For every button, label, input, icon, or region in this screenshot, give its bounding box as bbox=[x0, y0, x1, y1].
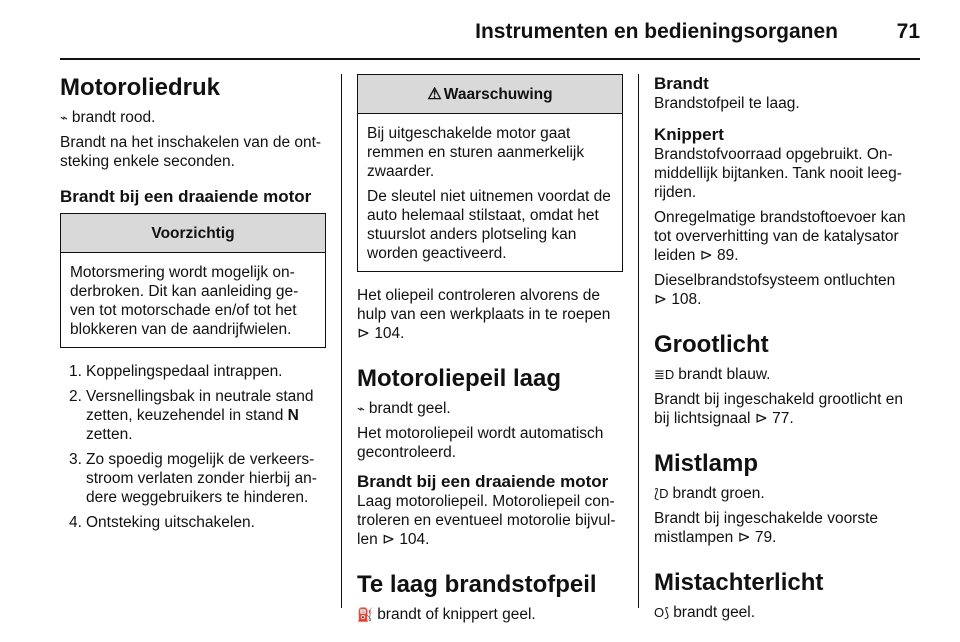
header-rule bbox=[60, 58, 920, 60]
list-item: 2. Versnellingsbak in neutrale stand zetten, keuzehendel in stand N zetten. bbox=[69, 388, 314, 443]
warning-box bbox=[357, 74, 623, 272]
sub-heading: Knippert bbox=[654, 125, 724, 144]
status-line: ⟅D brandt groen. bbox=[654, 485, 765, 502]
section-title-mistachterlicht: Mistachterlicht bbox=[654, 569, 824, 596]
paragraph: Laag motoroliepeil. Motoroliepeil con-troleren en eventueel motorolie bijvul-len ⊳ 104. bbox=[357, 493, 616, 548]
caution-box bbox=[60, 213, 326, 348]
warning-icon: ⚠ bbox=[427, 86, 442, 103]
column-divider bbox=[341, 74, 342, 608]
list-item: 3. Zo spoedig mogelijk de verkeers-stroom verlaten zonder hierbij an-dere weggebruikers te hinderen. bbox=[69, 451, 317, 506]
front-fog-light-icon: ⟅D bbox=[654, 486, 669, 501]
reference-arrow-icon: ⊳ bbox=[357, 325, 370, 342]
warning-title: ⚠ Waarschuwing bbox=[358, 75, 622, 114]
list-item: 4. Ontsteking uitschakelen. bbox=[69, 514, 255, 531]
sub-heading: Brandt bbox=[654, 74, 709, 93]
status-line: ≣D brandt blauw. bbox=[654, 366, 771, 383]
warning-text: Bij uitgeschakelde motor gaat remmen en sturen aanmerkelijk zwaarder. bbox=[367, 125, 585, 180]
high-beam-icon: ≣D bbox=[654, 367, 675, 382]
sub-heading: Brandt bij een draaiende motor bbox=[357, 472, 609, 491]
paragraph: Brandstofvoorraad opgebruikt. On-middellijk bijtanken. Tank nooit leeg-rijden. bbox=[654, 146, 902, 201]
section-title-grootlicht: Grootlicht bbox=[654, 331, 769, 358]
paragraph: Dieselbrandstofsysteem ontluchten ⊳ 108. bbox=[654, 272, 896, 308]
warning-text: De sleutel niet uitnemen voordat de auto helemaal stilstaat, omdat het stuurslot anders plotseling kan worden geactiveerd. bbox=[367, 188, 611, 262]
paragraph: Brandstofpeil te laag. bbox=[654, 95, 800, 112]
status-line: ⌁ brandt rood. bbox=[60, 109, 156, 126]
oil-level-icon: ⌁ bbox=[357, 401, 365, 416]
column-middle bbox=[357, 74, 623, 630]
column-divider bbox=[638, 74, 639, 608]
status-line: ⛽ brandt of knippert geel. bbox=[357, 606, 536, 623]
paragraph: Onregelmatige brandstoftoevoer kan tot oververhitting van de katalysator leiden ⊳ 89. bbox=[654, 209, 906, 264]
reference-arrow-icon: ⊳ bbox=[699, 247, 713, 264]
status-line: O⟆ brandt geel. bbox=[654, 604, 756, 621]
status-line: ⌁ brandt geel. bbox=[357, 400, 451, 417]
list-item: 1. Koppelingspedaal intrappen. bbox=[69, 363, 283, 380]
reference-arrow-icon: ⊳ bbox=[382, 531, 395, 548]
paragraph: Brandt bij ingeschakeld grootlicht en bij lichtsignaal ⊳ 77. bbox=[654, 391, 904, 427]
section-title-fuel: Te laag brandstofpeil bbox=[357, 571, 597, 598]
oil-pressure-icon: ⌁ bbox=[60, 110, 68, 125]
section-title-motoroliedruk: Motoroliedruk bbox=[60, 74, 220, 101]
column-right bbox=[654, 74, 920, 628]
rear-fog-light-icon: O⟆ bbox=[654, 605, 670, 620]
section-title-oil-level: Motoroliepeil laag bbox=[357, 365, 562, 392]
column-left bbox=[60, 74, 326, 538]
fuel-icon: ⛽ bbox=[357, 607, 374, 622]
reference-arrow-icon: ⊳ bbox=[737, 529, 751, 546]
steps-list bbox=[60, 362, 326, 532]
page-number: 71 bbox=[896, 20, 920, 43]
page-header-title: Instrumenten en bedieningsorganen bbox=[475, 20, 838, 43]
section-title-mistlamp: Mistlamp bbox=[654, 450, 759, 477]
reference-arrow-icon: ⊳ bbox=[754, 410, 768, 427]
paragraph: Brandt na het inschakelen van de ont-steking enkele seconden. bbox=[60, 134, 322, 170]
paragraph: Het motoroliepeil wordt automatisch gecontroleerd. bbox=[357, 425, 604, 461]
paragraph: Brandt bij ingeschakelde voorste mistlampen ⊳ 79. bbox=[654, 510, 879, 546]
caution-text: Motorsmering wordt mogelijk on-derbroken. Dit kan aanleiding ge-ven tot motorschade en/of tot het blokkeren van de aandrijfwielen. bbox=[70, 264, 299, 338]
caution-title: Voorzichtig bbox=[61, 214, 325, 253]
paragraph: Het oliepeil controleren alvorens de hulp van een werkplaats in te roepen ⊳ 104. bbox=[357, 287, 611, 342]
sub-heading: Brandt bij een draaiende motor bbox=[60, 187, 312, 206]
reference-arrow-icon: ⊳ bbox=[654, 291, 667, 308]
